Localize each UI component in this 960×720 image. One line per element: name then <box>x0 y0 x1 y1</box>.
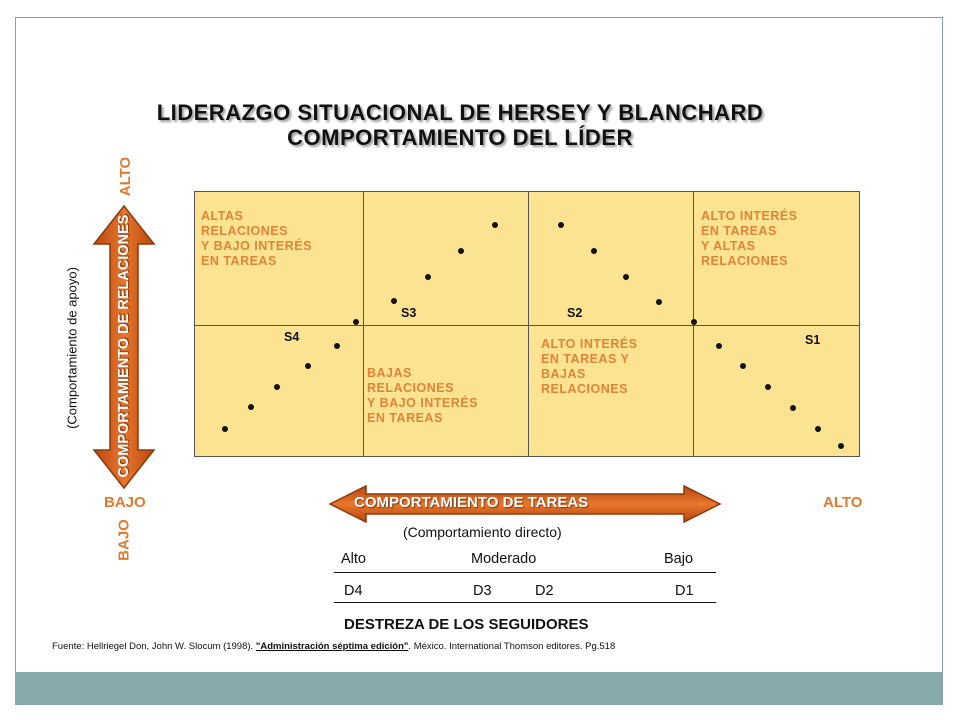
style-s4-label: S4 <box>284 330 300 344</box>
curve-dot <box>274 384 280 390</box>
readiness-level-d2: D2 <box>535 583 554 599</box>
source-suffix: . México. International Thomson editores. Pg.518 <box>408 641 616 652</box>
curve-dot <box>353 319 359 325</box>
source-book-title: "Administración séptima edición" <box>255 641 409 652</box>
curve-dot <box>716 343 722 349</box>
curve-dot <box>248 404 254 410</box>
curve-dot <box>425 274 431 280</box>
horizontal-axis-low-label: BAJO <box>104 494 146 511</box>
vertical-axis-low-label: BAJO <box>115 519 133 561</box>
quadrant-high-task-low-relations: ALTO INTERÉS EN TAREAS Y BAJAS RELACIONES <box>541 337 638 396</box>
curve-dot <box>591 248 597 254</box>
style-s1-label: S1 <box>805 333 821 347</box>
readiness-level-d3: D3 <box>473 583 492 599</box>
readiness-heading-low: Bajo <box>664 551 694 567</box>
curve-dot <box>765 384 771 390</box>
curve-dot <box>492 222 498 228</box>
curve-dot <box>391 298 397 304</box>
follower-readiness-title: DESTREZA DE LOS SEGUIDORES <box>344 616 589 633</box>
quadrant-high-task-high-relations: ALTO INTERÉS EN TAREAS Y ALTAS RELACIONES <box>701 209 798 268</box>
readiness-level-d1: D1 <box>675 583 694 599</box>
curve-dot <box>623 274 629 280</box>
quadrant-high-relations-low-task: ALTAS RELACIONES Y BAJO INTERÉS EN TAREAS <box>201 209 312 268</box>
curve-dot <box>656 299 662 305</box>
curve-dot <box>558 222 564 228</box>
horizontal-axis-high-label: ALTO <box>823 494 863 511</box>
source-citation <box>52 641 615 652</box>
curve-dot <box>838 443 844 449</box>
readiness-heading-moderate: Moderado <box>471 551 537 567</box>
curve-dot <box>790 405 796 411</box>
curve-dot <box>334 343 340 349</box>
curve-dot <box>691 319 697 325</box>
style-s3-label: S3 <box>401 306 417 320</box>
readiness-level-d4: D4 <box>344 583 363 599</box>
tasks-arrow-label: COMPORTAMIENTO DE TAREAS <box>354 494 589 511</box>
directive-behavior-label: (Comportamiento directo) <box>403 524 562 540</box>
footer-bar <box>15 672 943 705</box>
curve-dot <box>740 363 746 369</box>
curve-dot <box>222 426 228 432</box>
curve-dot <box>815 426 821 432</box>
support-behavior-label: (Comportamiento de apoyo) <box>64 267 80 429</box>
vertical-axis-high-label: ALTO <box>117 156 135 197</box>
slide-title: LIDERAZGO SITUACIONAL DE HERSEY Y BLANCHARD <box>156 100 764 125</box>
readiness-divider-bottom <box>334 602 716 603</box>
readiness-heading-high: Alto <box>341 551 366 567</box>
curve-dot <box>458 248 464 254</box>
quadrant-low-relations-low-task: BAJAS RELACIONES Y BAJO INTERÉS EN TAREAS <box>367 366 478 425</box>
style-s2-label: S2 <box>567 306 583 320</box>
relations-arrow-label: COMPORTAMIENTO DE RELACIONES <box>116 214 132 478</box>
slide-subtitle: COMPORTAMIENTO DEL LÍDER <box>287 125 633 150</box>
curve-dot <box>305 363 311 369</box>
source-prefix: Fuente: Hellriegel Don, John W. Slocum (1998). <box>52 641 256 652</box>
readiness-divider-top <box>334 572 716 573</box>
